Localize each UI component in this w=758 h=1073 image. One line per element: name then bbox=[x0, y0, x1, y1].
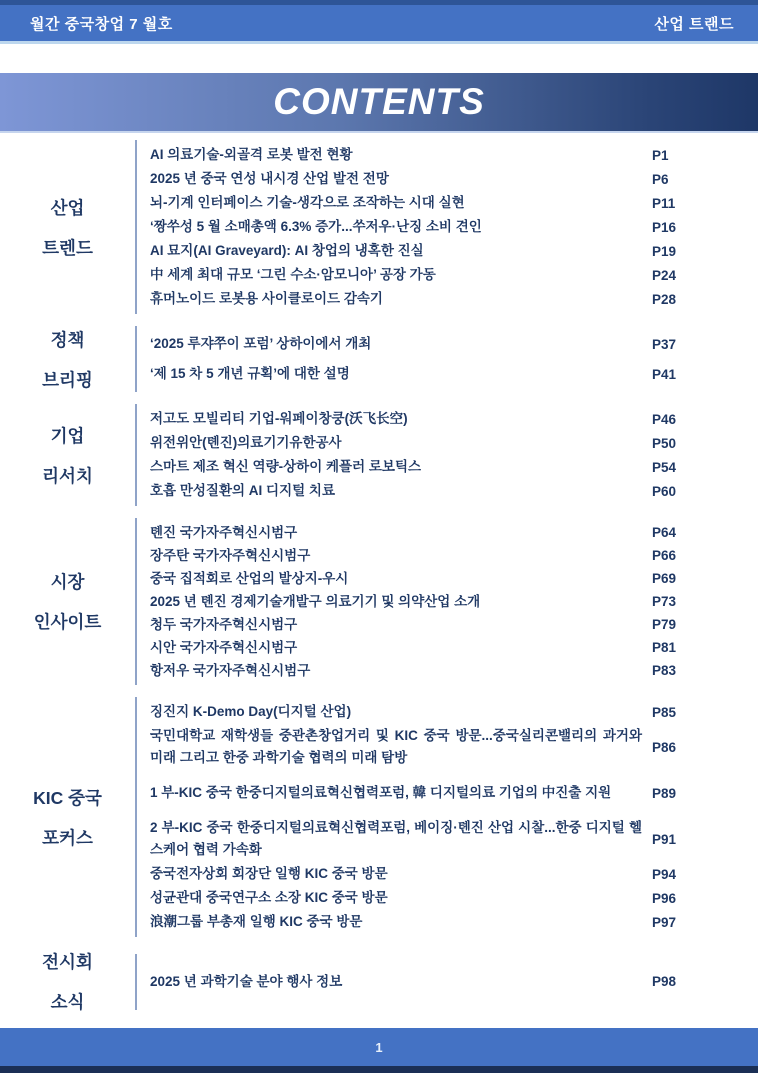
toc-item-page: P24 bbox=[652, 267, 677, 283]
toc-item-title: 2 부-KIC 중국 한중디지털의료혁신협력포럼, 베이징·톈진 산업 시찰...한중 디지털 헬스케어 협력 가속화 bbox=[150, 820, 642, 857]
section-label-line: 정책 bbox=[50, 329, 85, 350]
toc-item-title: 2025 년 중국 연성 내시경 산업 발전 전망 bbox=[150, 171, 389, 187]
section-label bbox=[0, 785, 135, 850]
toc-item-title: 휴머노이드 로봇용 사이클로이드 감속기 bbox=[150, 291, 383, 307]
toc-row[interactable] bbox=[150, 215, 704, 239]
toc-item-title: 국민대학교 재학생들 중관촌창업거리 및 KIC 중국 방문...중국실리콘밸리의 과거와 미래 그리고 한중 과학기술 협력의 미래 탐방 bbox=[150, 728, 642, 765]
section-label-line: 리서치 bbox=[42, 465, 93, 486]
toc-item-title: 시안 국가자주혁신시범구 bbox=[150, 639, 298, 655]
section-label-line: KIC 중국 bbox=[33, 787, 102, 808]
toc-item-title: 장주탄 국가자주혁신시범구 bbox=[150, 547, 311, 563]
section-label-line: 전시회 bbox=[42, 952, 93, 972]
toc-item-title: AI 의료기술-외골격 로봇 발전 현황 bbox=[150, 147, 353, 163]
toc-item-page: P83 bbox=[652, 663, 677, 678]
section-label-line: 포커스 bbox=[42, 827, 93, 848]
toc-row[interactable] bbox=[150, 590, 704, 613]
toc-item-title: 저고도 모빌리티 기업-워페이창쿵(沃飞长空) bbox=[150, 411, 408, 427]
toc-item-title: 2025 년 톈진 경제기술개발구 의료기기 및 의약산업 소개 bbox=[150, 593, 481, 609]
toc-item-page: P69 bbox=[652, 571, 677, 586]
footer-bar bbox=[0, 1028, 758, 1066]
toc-item-title: 스마트 제조 혁신 역량-상하이 케플러 로보틱스 bbox=[150, 459, 422, 475]
toc-item-page: P6 bbox=[652, 171, 669, 187]
toc-item-title: 중국전자상회 회장단 일행 KIC 중국 방문 bbox=[150, 866, 388, 882]
toc-row[interactable] bbox=[150, 521, 704, 544]
toc-item-title: 징진지 K-Demo Day(디지털 산업) bbox=[150, 704, 352, 720]
toc-row[interactable] bbox=[150, 567, 704, 590]
toc-section bbox=[0, 949, 758, 1014]
toc-item-page: P37 bbox=[652, 336, 677, 352]
contents-banner bbox=[0, 73, 758, 133]
bottom-strip bbox=[0, 1066, 758, 1073]
toc-item-page: P94 bbox=[652, 866, 677, 882]
toc-item-title: 뇌-기계 인터페이스 기술-생각으로 조작하는 시대 실현 bbox=[150, 195, 465, 211]
toc-item-page: P28 bbox=[652, 291, 677, 307]
toc-item-page: P54 bbox=[652, 459, 677, 475]
toc-row[interactable] bbox=[150, 636, 704, 659]
toc-item-page: P96 bbox=[652, 890, 677, 906]
toc-row[interactable] bbox=[150, 455, 704, 479]
toc-section bbox=[0, 326, 758, 392]
toc-item-title: 중국 집적회로 산업의 발상지-우시 bbox=[150, 570, 349, 586]
header-section-title: 산업 트랜드 bbox=[654, 16, 734, 33]
section-items bbox=[135, 326, 730, 392]
section-items bbox=[135, 140, 730, 314]
toc-item-title: 2025 년 과학기술 분야 행사 정보 bbox=[150, 973, 343, 989]
section-label-line: 브리핑 bbox=[42, 369, 93, 390]
toc-item-page: P11 bbox=[652, 195, 676, 211]
toc-item-page: P81 bbox=[652, 640, 677, 655]
toc-row[interactable] bbox=[150, 770, 704, 816]
toc-item-page: P86 bbox=[652, 739, 677, 755]
toc-row[interactable] bbox=[150, 724, 704, 770]
section-label bbox=[0, 949, 135, 1014]
toc-item-title: 항저우 국가자주혁신시범구 bbox=[150, 662, 311, 678]
toc-row[interactable] bbox=[150, 287, 704, 311]
section-label-line: 시장 bbox=[50, 572, 85, 592]
toc-item-page: P46 bbox=[652, 411, 677, 427]
section-items bbox=[135, 404, 730, 506]
toc-row[interactable] bbox=[150, 613, 704, 636]
section-items bbox=[135, 697, 730, 937]
toc bbox=[0, 140, 758, 1026]
section-items bbox=[135, 954, 730, 1010]
toc-row[interactable] bbox=[150, 191, 704, 215]
toc-row[interactable] bbox=[150, 862, 704, 886]
header-bar bbox=[0, 0, 758, 44]
toc-item-page: P64 bbox=[652, 525, 677, 540]
toc-row[interactable] bbox=[150, 544, 704, 567]
toc-row[interactable] bbox=[150, 407, 704, 431]
header-issue-title: 월간 중국창업 7 월호 bbox=[30, 16, 173, 33]
footer-page-number: 1 bbox=[375, 1039, 383, 1055]
toc-row[interactable] bbox=[150, 359, 704, 389]
section-label bbox=[0, 569, 135, 634]
toc-section bbox=[0, 140, 758, 314]
toc-row[interactable] bbox=[150, 431, 704, 455]
toc-item-title: 성균관대 중국연구소 소장 KIC 중국 방문 bbox=[150, 890, 388, 906]
section-label-line: 소식 bbox=[50, 992, 85, 1012]
toc-row[interactable] bbox=[150, 659, 704, 682]
toc-item-page: P66 bbox=[652, 548, 677, 563]
toc-item-page: P91 bbox=[652, 831, 677, 847]
toc-item-page: P73 bbox=[652, 594, 677, 609]
toc-item-page: P60 bbox=[652, 483, 677, 499]
toc-row[interactable] bbox=[150, 700, 704, 724]
toc-row[interactable] bbox=[150, 239, 704, 263]
toc-item-page: P16 bbox=[652, 219, 677, 235]
toc-row[interactable] bbox=[150, 910, 704, 934]
toc-item-page: P79 bbox=[652, 617, 677, 632]
section-label bbox=[0, 423, 135, 488]
section-label-line: 기업 bbox=[50, 425, 85, 446]
toc-item-page: P98 bbox=[652, 974, 677, 989]
toc-item-title: ‘제 15 차 5 개년 규획’에 대한 설명 bbox=[150, 366, 350, 382]
toc-row[interactable] bbox=[150, 970, 704, 994]
toc-item-page: P41 bbox=[652, 366, 677, 382]
section-label-line: 산업 bbox=[50, 197, 85, 218]
toc-row[interactable] bbox=[150, 816, 704, 862]
toc-item-page: P97 bbox=[652, 914, 677, 930]
toc-row[interactable] bbox=[150, 479, 704, 503]
toc-row[interactable] bbox=[150, 143, 704, 167]
toc-item-page: P1 bbox=[652, 147, 669, 163]
toc-item-title: AI 묘지(AI Graveyard): AI 창업의 냉혹한 진실 bbox=[150, 243, 424, 259]
toc-item-title: ‘2025 루쟈쭈이 포럼’ 상하이에서 개최 bbox=[150, 336, 372, 352]
toc-section bbox=[0, 518, 758, 685]
section-label bbox=[0, 327, 135, 392]
contents-title: CONTENTS bbox=[273, 81, 485, 122]
toc-item-title: 호흡 만성질환의 AI 디지털 치료 bbox=[150, 483, 335, 499]
toc-section bbox=[0, 697, 758, 937]
toc-row[interactable] bbox=[150, 329, 704, 359]
section-label-line: 인사이트 bbox=[33, 612, 102, 632]
toc-item-title: 1 부-KIC 중국 한중디지털의료혁신협력포럼, 韓 디지털의료 기업의 中진출 지원 bbox=[150, 785, 612, 801]
toc-item-title: 中 세계 최대 규모 ‘그린 수소·암모니아’ 공장 가동 bbox=[150, 267, 436, 283]
toc-row[interactable] bbox=[150, 263, 704, 287]
toc-row[interactable] bbox=[150, 886, 704, 910]
toc-item-title: 浪潮그룹 부총재 일행 KIC 중국 방문 bbox=[150, 914, 363, 930]
toc-item-title: 위전위안(톈진)의료기기유한공사 bbox=[150, 435, 342, 451]
section-label-line: 트렌드 bbox=[42, 237, 93, 258]
toc-section bbox=[0, 404, 758, 506]
toc-item-page: P50 bbox=[652, 435, 677, 451]
section-items bbox=[135, 518, 730, 685]
toc-item-page: P85 bbox=[652, 704, 677, 720]
section-label bbox=[0, 195, 135, 260]
toc-item-page: P19 bbox=[652, 243, 677, 259]
toc-row[interactable] bbox=[150, 167, 704, 191]
toc-item-page: P89 bbox=[652, 785, 677, 801]
toc-item-title: 톈진 국가자주혁신시범구 bbox=[150, 524, 298, 540]
toc-item-title: ‘짱쑤성 5 월 소매총액 6.3% 증가...쑤저우·난징 소비 견인 bbox=[150, 219, 482, 235]
toc-item-title: 청두 국가자주혁신시범구 bbox=[150, 616, 298, 632]
